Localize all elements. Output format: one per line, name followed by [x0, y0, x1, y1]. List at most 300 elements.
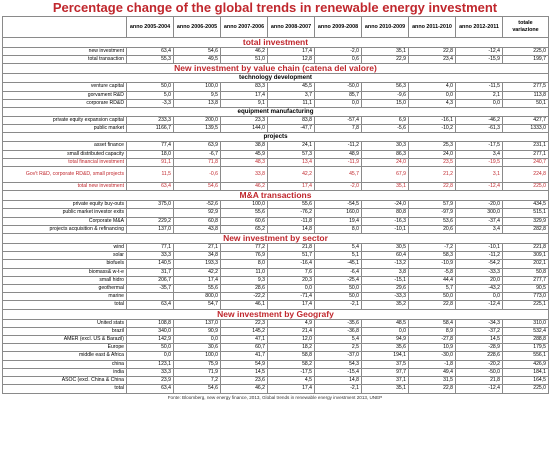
table-cell: 22,8 [409, 385, 456, 393]
table-cell: 4,0 [409, 83, 456, 91]
column-header: anno 2009-2008 [315, 17, 362, 38]
table-cell: 427,7 [503, 117, 549, 125]
table-row [3, 225, 549, 233]
table-cell: 0,6 [315, 56, 362, 64]
row-label: private equity buy-outs [3, 201, 127, 209]
table-cell: 17,4 [268, 48, 315, 56]
table-cell: -33,3 [362, 293, 409, 301]
table-row [3, 352, 549, 360]
table-cell: 15,0 [362, 99, 409, 107]
table-cell: 225,0 [503, 48, 549, 56]
section-title: New investment by Geografy [3, 309, 549, 319]
table-cell: 0,0 [456, 293, 503, 301]
table-cell: -2,1 [315, 301, 362, 309]
table-cell: 22,8 [409, 183, 456, 191]
table-cell: -5,6 [362, 125, 409, 133]
table-cell: 45,7 [315, 167, 362, 183]
subsection-header-row [3, 108, 549, 117]
table-cell: -20,0 [456, 201, 503, 209]
table-cell: 8,9 [409, 327, 456, 335]
table-row [3, 293, 549, 301]
table-cell: -35,7 [127, 285, 174, 293]
table-cell: 85,7 [315, 91, 362, 99]
table-cell: 194,1 [362, 352, 409, 360]
table-cell: 11,0 [221, 268, 268, 276]
table-cell: 60,6 [221, 217, 268, 225]
row-label: projects acquisition & refinancing [3, 225, 127, 233]
table-cell: 375,0 [127, 201, 174, 209]
table-cell: 160,0 [315, 209, 362, 217]
table-cell: 28,6 [221, 285, 268, 293]
section-header-row [3, 64, 549, 74]
table-cell: -7,2 [409, 244, 456, 252]
table-cell: 17,4 [174, 276, 221, 284]
table-cell: 23,4 [409, 56, 456, 64]
table-cell: 4,5 [268, 377, 315, 385]
table-cell: 14,5 [221, 368, 268, 376]
table-cell: 7,6 [268, 268, 315, 276]
table-cell: 37,5 [362, 360, 409, 368]
table-cell: 556,1 [503, 352, 549, 360]
table-cell: -33,3 [456, 268, 503, 276]
table-cell: 49,4 [409, 368, 456, 376]
table-cell: -37,2 [456, 327, 503, 335]
table-row [3, 48, 549, 56]
table-cell: -28,9 [456, 344, 503, 352]
table-cell: 37,1 [362, 377, 409, 385]
table-cell: 75,9 [174, 360, 221, 368]
table-cell: 51,7 [268, 252, 315, 260]
table-row [3, 142, 549, 150]
table-cell: 800,0 [174, 293, 221, 301]
table-row [3, 360, 549, 368]
table-cell: -15,1 [362, 276, 409, 284]
table-cell: 434,5 [503, 201, 549, 209]
table-cell: 0,0 [268, 285, 315, 293]
table-cell: 77,2 [221, 244, 268, 252]
table-cell: 45,9 [221, 150, 268, 158]
table-cell: 108,8 [127, 319, 174, 327]
table-cell: 46,2 [221, 48, 268, 56]
table-row [3, 319, 549, 327]
table-cell: 225,1 [503, 301, 549, 309]
table-cell: 140,5 [127, 260, 174, 268]
table-cell: 5,1 [315, 252, 362, 260]
table-cell: -5,8 [409, 268, 456, 276]
table-cell: 228,6 [456, 352, 503, 360]
table-cell: -17,5 [268, 368, 315, 376]
table-cell: -15,4 [315, 368, 362, 376]
table-cell: 55,6 [221, 209, 268, 217]
table-cell: 14,8 [315, 377, 362, 385]
table-cell: 45,5 [268, 83, 315, 91]
investment-table [2, 16, 549, 394]
table-cell: 23,5 [409, 158, 456, 166]
table-row [3, 260, 549, 268]
table-cell: 3,8 [362, 268, 409, 276]
table-cell: -20,2 [456, 360, 503, 368]
table-cell: 83,3 [221, 83, 268, 91]
table-cell: 41,7 [221, 352, 268, 360]
table-cell: -54,2 [456, 260, 503, 268]
table-cell: 22,3 [221, 319, 268, 327]
table-row [3, 209, 549, 217]
table-cell: -54,5 [315, 201, 362, 209]
row-label: venture capital [3, 83, 127, 91]
table-cell: 4,3 [409, 99, 456, 107]
table-cell: 58,3 [409, 252, 456, 260]
table-cell: -50,0 [315, 83, 362, 91]
table-cell: 8,0 [315, 225, 362, 233]
table-cell: -2,1 [315, 385, 362, 393]
row-label: AMER (excl. US & Barazil) [3, 336, 127, 344]
table-cell: -47,7 [268, 125, 315, 133]
table-cell: 233,3 [127, 117, 174, 125]
table-cell: 83,8 [268, 117, 315, 125]
table-cell: -11,2 [456, 252, 503, 260]
table-cell: 200,0 [174, 117, 221, 125]
table-cell: 184,1 [503, 368, 549, 376]
table-cell: 55,6 [174, 285, 221, 293]
table-row [3, 285, 549, 293]
table-cell: 77,1 [127, 244, 174, 252]
table-cell: 19,4 [315, 217, 362, 225]
table-cell: 0,0 [127, 352, 174, 360]
table-cell: -13,2 [362, 260, 409, 268]
table-cell: 54,6 [174, 385, 221, 393]
row-label: total [3, 385, 127, 393]
table-cell: -61,3 [456, 125, 503, 133]
table-row [3, 276, 549, 284]
table-cell: 46,2 [221, 385, 268, 393]
column-header: anno 2012-2011 [456, 17, 503, 38]
table-cell: 35,1 [362, 48, 409, 56]
source-footnote: Fonte: Bloomberg, new energy finance, 2013, Global trends in renewable energy investment 2013, UNEP [167, 394, 383, 400]
table-cell: 65,2 [221, 225, 268, 233]
table-cell: 63,4 [127, 183, 174, 191]
table-cell: -16,4 [268, 260, 315, 268]
table-cell: -6,7 [174, 150, 221, 158]
table-cell: 137,0 [127, 225, 174, 233]
row-label: gorvament R&D [3, 91, 127, 99]
table-cell: -71,4 [268, 293, 315, 301]
table-cell: -11,5 [456, 83, 503, 91]
table-cell: 21,2 [409, 167, 456, 183]
table-cell: 224,8 [503, 167, 549, 183]
table-cell: 123,1 [127, 360, 174, 368]
table-cell: -10,9 [409, 260, 456, 268]
table-row [3, 385, 549, 393]
subsection-header-row [3, 133, 549, 142]
table-cell: 38,8 [221, 142, 268, 150]
table-cell: 17,4 [268, 385, 315, 393]
table-cell: 23,3 [221, 117, 268, 125]
table-cell: 48,3 [221, 158, 268, 166]
table-row [3, 217, 549, 225]
table-cell: -15,9 [456, 56, 503, 64]
table-cell: 277,7 [503, 276, 549, 284]
table-cell: 54,6 [174, 183, 221, 191]
table-cell: 10,9 [409, 344, 456, 352]
table-cell: 57,9 [409, 201, 456, 209]
table-cell: 5,7 [409, 285, 456, 293]
table-cell: -50,0 [456, 368, 503, 376]
table-cell: -2,0 [315, 183, 362, 191]
table-row [3, 83, 549, 91]
table-cell: 0,0 [409, 91, 456, 99]
table-cell: 7,2 [174, 377, 221, 385]
table-cell: 0,0 [362, 327, 409, 335]
table-cell: 145,2 [221, 327, 268, 335]
section-title: New investment by sector [3, 234, 549, 244]
table-cell: 51,0 [221, 56, 268, 64]
table-cell: 0,0 [174, 336, 221, 344]
table-cell: 35,2 [362, 301, 409, 309]
table-cell: 20,3 [268, 276, 315, 284]
table-cell: 0,0 [315, 99, 362, 107]
table-cell: 46,1 [221, 301, 268, 309]
table-cell: 3,4 [456, 225, 503, 233]
table-cell: 30,3 [362, 142, 409, 150]
row-label: small distributed capacity [3, 150, 127, 158]
table-cell: -9,6 [362, 91, 409, 99]
table-cell: -97,9 [409, 209, 456, 217]
row-label: public market investor exits [3, 209, 127, 217]
row-label: brazil [3, 327, 127, 335]
table-cell: 277,1 [503, 150, 549, 158]
table-cell: -43,2 [456, 285, 503, 293]
table-cell: -12,4 [456, 385, 503, 393]
table-cell: 44,4 [409, 276, 456, 284]
table-cell: 90,9 [174, 327, 221, 335]
subsection-title: technology development [3, 74, 549, 83]
table-cell: 60,8 [174, 217, 221, 225]
table-cell: 92,9 [174, 209, 221, 217]
table-cell: -35,6 [315, 319, 362, 327]
table-cell: 17,4 [221, 91, 268, 99]
table-cell: -37,0 [315, 352, 362, 360]
table-cell: 50,8 [503, 268, 549, 276]
row-label: marine [3, 293, 127, 301]
table-cell: 206,7 [127, 276, 174, 284]
table-row [3, 56, 549, 64]
table-cell: -30,0 [409, 352, 456, 360]
row-label: United stats [3, 319, 127, 327]
table-cell: 47,1 [221, 336, 268, 344]
table-cell: 76,9 [221, 252, 268, 260]
section-title: New investment by value chain (catena del valore) [3, 64, 549, 74]
table-cell: 225,0 [503, 183, 549, 191]
table-cell: 30,6 [174, 344, 221, 352]
table-cell: 58,8 [268, 352, 315, 360]
table-cell: 48,9 [315, 150, 362, 158]
table-cell: -76,2 [268, 209, 315, 217]
row-label: corporare RD&D [3, 99, 127, 107]
table-cell: 7,8 [315, 125, 362, 133]
row-label: Corporate M&A [3, 217, 127, 225]
table-cell: -11,9 [315, 158, 362, 166]
table-cell: 22,8 [409, 301, 456, 309]
table-row [3, 344, 549, 352]
table-cell: 22,9 [362, 56, 409, 64]
table-cell: -10,1 [362, 225, 409, 233]
column-header: anno 2010-2009 [362, 17, 409, 38]
table-row [3, 99, 549, 107]
table-cell: 3,1 [456, 167, 503, 183]
table-cell: 1166,7 [127, 125, 174, 133]
table-cell: 50,0 [127, 83, 174, 91]
row-label: china [3, 360, 127, 368]
table-row [3, 368, 549, 376]
section-header-row [3, 234, 549, 244]
table-cell: 12,8 [268, 56, 315, 64]
section-title: M&A transactions [3, 191, 549, 201]
table-cell: -2,0 [315, 48, 362, 56]
table-cell: 60,4 [362, 252, 409, 260]
header-row [3, 17, 549, 38]
table-cell: 31,5 [409, 377, 456, 385]
table-cell: -46,2 [456, 117, 503, 125]
section-title: total investment [3, 38, 549, 48]
table-cell: -16,3 [362, 217, 409, 225]
row-label: public market [3, 125, 127, 133]
table-cell: 9,5 [174, 91, 221, 99]
row-label: total [3, 301, 127, 309]
table-cell: 5,4 [315, 336, 362, 344]
table-cell: -17,5 [456, 142, 503, 150]
table-row [3, 336, 549, 344]
table-cell: 60,7 [221, 344, 268, 352]
table-row [3, 268, 549, 276]
table-cell: 18,0 [127, 150, 174, 158]
table-cell: -24,0 [362, 201, 409, 209]
table-cell: 139,5 [174, 125, 221, 133]
table-cell: 56,3 [362, 83, 409, 91]
table-cell: 18,2 [268, 344, 315, 352]
column-header: anno 2006-2005 [174, 17, 221, 38]
row-label: total new investment [3, 183, 127, 191]
table-cell: -0,6 [174, 167, 221, 183]
table-cell: 31,7 [127, 268, 174, 276]
table-cell: 773,0 [503, 293, 549, 301]
table-cell: 63,9 [174, 142, 221, 150]
table-cell: 340,0 [127, 327, 174, 335]
table-row [3, 150, 549, 158]
table-cell: 100,0 [174, 83, 221, 91]
table-cell: 11,5 [127, 167, 174, 183]
table-cell: 21,8 [456, 377, 503, 385]
table-cell: 24,0 [409, 150, 456, 158]
table-cell: 144,0 [221, 125, 268, 133]
table-row [3, 201, 549, 209]
row-label: geothermal [3, 285, 127, 293]
table-cell: 221,8 [503, 244, 549, 252]
table-cell: 48,5 [362, 319, 409, 327]
column-header: anno 2011-2010 [409, 17, 456, 38]
table-cell [127, 293, 174, 301]
table-cell: -10,2 [409, 125, 456, 133]
table-cell: -1,8 [409, 360, 456, 368]
table-cell: 80,8 [362, 209, 409, 217]
table-cell: 33,3 [127, 368, 174, 376]
row-label: small hidro [3, 276, 127, 284]
table-cell: 57,3 [268, 150, 315, 158]
section-header-row [3, 309, 549, 319]
table-cell: -6,4 [315, 268, 362, 276]
table-cell: -36,8 [315, 327, 362, 335]
table-cell: 532,4 [503, 327, 549, 335]
table-cell: 67,9 [362, 167, 409, 183]
row-label: new investment [3, 48, 127, 56]
section-header-row [3, 191, 549, 201]
table-cell: 13,8 [174, 99, 221, 107]
table-cell: 54,7 [174, 301, 221, 309]
table-cell: 71,9 [174, 368, 221, 376]
table-cell: 179,5 [503, 344, 549, 352]
table-cell: 71,8 [174, 158, 221, 166]
table-cell: 199,7 [503, 56, 549, 64]
table-cell: 21,8 [268, 244, 315, 252]
table-cell: -52,6 [174, 201, 221, 209]
table-cell: 240,7 [503, 158, 549, 166]
table-cell: 97,7 [362, 368, 409, 376]
table-cell: 426,9 [503, 360, 549, 368]
row-label: total transaction [3, 56, 127, 64]
table-cell: 54,3 [315, 360, 362, 368]
table-cell: -11,2 [315, 142, 362, 150]
table-cell: -37,4 [456, 217, 503, 225]
table-cell: 100,0 [174, 352, 221, 360]
table-cell: 24,0 [362, 158, 409, 166]
table-cell: 2,1 [456, 91, 503, 99]
table-cell: 33,3 [127, 252, 174, 260]
table-cell: 231,1 [503, 142, 549, 150]
table-cell: 17,4 [268, 301, 315, 309]
row-label: asset finance [3, 142, 127, 150]
table-cell: 288,8 [503, 336, 549, 344]
table-row [3, 91, 549, 99]
table-cell: 58,2 [268, 360, 315, 368]
table-cell: 50,0 [315, 285, 362, 293]
table-cell: 63,4 [127, 48, 174, 56]
table-cell: 46,2 [221, 183, 268, 191]
table-cell: -45,1 [315, 260, 362, 268]
table-row [3, 327, 549, 335]
table-cell: 53,6 [409, 217, 456, 225]
table-cell: 282,8 [503, 225, 549, 233]
table-cell: 14,8 [268, 225, 315, 233]
table-row [3, 117, 549, 125]
table-cell: 9,1 [221, 99, 268, 107]
table-cell: 21,4 [268, 327, 315, 335]
table-cell: -12,4 [456, 48, 503, 56]
header-corner [3, 17, 127, 38]
table-cell: -16,1 [409, 117, 456, 125]
table-cell: 3,4 [456, 150, 503, 158]
table-cell [127, 209, 174, 217]
table-row [3, 125, 549, 133]
row-label: total financial investment [3, 158, 127, 166]
table-cell: 12,0 [268, 336, 315, 344]
table-cell: 20,0 [456, 276, 503, 284]
table-cell: 5,4 [315, 244, 362, 252]
table-cell: 55,3 [127, 56, 174, 64]
row-label: private equity expansion capital [3, 117, 127, 125]
table-cell: 6,9 [362, 117, 409, 125]
table-cell: 23,9 [127, 377, 174, 385]
table-cell: 2,5 [315, 344, 362, 352]
table-cell: 49,5 [174, 56, 221, 64]
